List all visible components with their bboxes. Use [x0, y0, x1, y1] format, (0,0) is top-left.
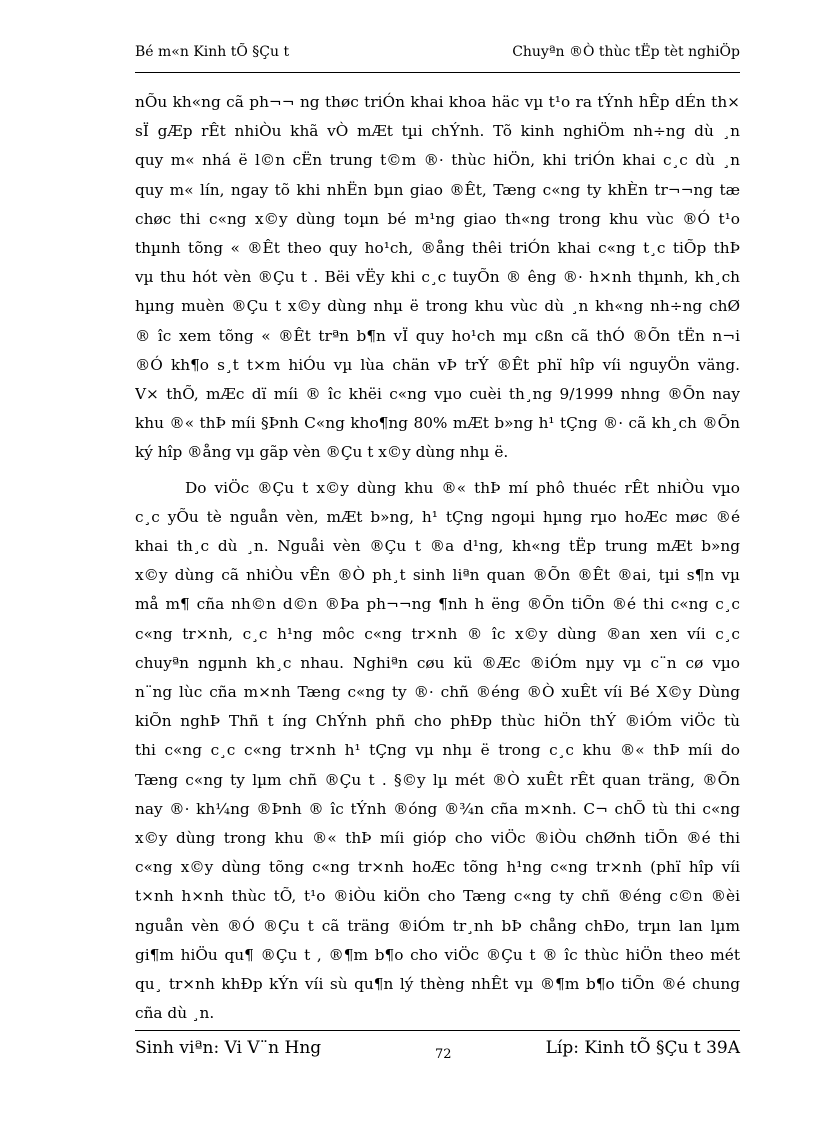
text-line: gi¶m hiÖu qu¶ ®Çu t , ®¶m b¶o cho viÖc ®Çu t ® îc thùc hiÖn theo mét — [135, 945, 740, 964]
text-line: nÕu kh«ng cã ph¬¬ ng thøc triÓn khai khoa häc vµ t¹o ra tÝnh hÊp dÉn th× — [135, 93, 740, 111]
header-department: Bé m«n Kinh tÕ §Çu t — [135, 44, 290, 60]
text-line: V× thÕ, mÆc dï míi ® îc khëi c«ng vµo cuèi th¸ng 9/1999 nhng ®Õn nay — [135, 385, 740, 404]
text-line: quy m« nhá ë l©n cËn trung t©m ®· thùc hiÖn, khi triÓn khai c¸c dù ¸n — [135, 151, 740, 170]
paragraph-1 — [135, 88, 740, 468]
page-number: 72 — [435, 1047, 452, 1062]
text-line: Tæng c«ng ty lµm chñ ®Çu t . §©y lµ mét ®Ò xuÊt rÊt quan träng, ®Õn — [135, 770, 740, 789]
page-header — [135, 44, 740, 73]
text-line: qu¸ tr×nh khÐp kÝn víi sù qu¶n lý thèng nhÊt vµ ®¶m b¶o tiÕn ®é chung — [135, 975, 740, 994]
text-line: t×nh h×nh thùc tÕ, t¹o ®iÒu kiÖn cho Tæng c«ng ty chñ ®éng c©n ®èi — [135, 887, 740, 906]
document-body — [135, 88, 740, 1029]
text-line: khu ®« thÞ míi §Þnh C«ng kho¶ng 80% mÆt b»ng h¹ tÇng ®· cã kh¸ch ®Õn — [135, 414, 740, 433]
text-line: quy m« lín, ngay tõ khi nhËn bµn giao ®Êt, Tæng c«ng ty khÈn tr¬¬ng tæ — [135, 180, 740, 199]
text-line: ký hîp ®ång vµ gãp vèn ®Çu t x©y dùng nhµ ë. — [135, 443, 509, 462]
text-line: thµnh tõng « ®Êt theo quy ho¹ch, ®ång thêi triÓn khai c«ng t¸c tiÕp thÞ — [135, 239, 740, 258]
page-footer — [135, 1030, 740, 1071]
text-line: hµng muèn ®Çu t x©y dùng nhµ ë trong khu vùc dù ¸n kh«ng nh÷ng chØ — [135, 297, 740, 316]
text-line: ®Ó kh¶o s¸t t×m hiÓu vµ lùa chän vÞ trÝ ®Êt phï hîp víi nguyÖn väng. — [135, 355, 740, 374]
text-line: må m¶ cña nh©n d©n ®Þa ph¬¬ng ¶nh h ëng ®Õn tiÕn ®é thi c«ng c¸c — [135, 595, 740, 614]
text-line: vµ thu hót vèn ®Çu t . Bëi vËy khi c¸c tuyÕn ® êng ®· h×nh thµnh, kh¸ch — [135, 268, 740, 287]
text-line: ® îc xem tõng « ®Êt trªn b¶n vÏ quy ho¹ch mµ cßn cã thÓ ®Õn tËn n¬i — [135, 326, 740, 345]
text-line: x©y dùng trong khu ®« thÞ míi gióp cho viÖc ®iÒu chØnh tiÕn ®é thi — [135, 829, 740, 848]
footer-class: Líp: Kinh tÕ §Çu t 39A — [545, 1038, 740, 1058]
text-line: khai th¸c dù ¸n. Nguåi vèn ®Çu t ®a d¹ng, kh«ng tËp trung mÆt b»ng — [135, 537, 740, 556]
text-line: n¨ng lùc cña m×nh Tæng c«ng ty ®· chñ ®éng ®Ò xuÊt víi Bé X©y Dùng — [135, 683, 740, 702]
text-line: nay ®· kh¼ng ®Þnh ® îc tÝnh ®óng ®¾n cña m×nh. C¬ chÕ tù thi c«ng — [135, 799, 740, 818]
text-line: c¸c yÕu tè nguån vèn, mÆt b»ng, h¹ tÇng ngoµi hµng rµo hoÆc møc ®é — [135, 507, 740, 526]
text-line: c«ng x©y dùng tõng c«ng tr×nh hoÆc tõng h¹ng c«ng tr×nh (phï hîp víi — [135, 858, 740, 877]
text-line: nguån vèn ®Ó ®Çu t cã träng ®iÓm tr¸nh bÞ chång chÐo, trµn lan lµm — [135, 916, 740, 935]
header-report-title: Chuyªn ®Ò thùc tËp tèt nghiÖp — [512, 44, 740, 60]
text-line: chøc thi c«ng x©y dùng toµn bé m¹ng giao th«ng trong khu vùc ®Ó t¹o — [135, 209, 740, 228]
paragraph-2 — [135, 474, 740, 1029]
text-line: x©y dùng cã nhiÒu vÊn ®Ò ph¸t sinh liªn quan ®Õn ®Êt ®ai, tµi s¶n vµ — [135, 566, 740, 585]
text-line: sÏ gÆp rÊt nhiÒu khã vÒ mÆt tµi chÝnh. Tõ kinh nghiÖm nh÷ng dù ¸n — [135, 122, 740, 141]
text-line: kiÕn nghÞ Thñ t íng ChÝnh phñ cho phÐp thùc hiÖn thÝ ®iÓm viÖc tù — [135, 712, 740, 731]
text-line: chuyªn ngµnh kh¸c nhau. Nghiªn cøu kü ®Æc ®iÓm nµy vµ c¨n cø vµo — [135, 653, 740, 672]
text-line: cña dù ¸n. — [135, 1004, 215, 1023]
footer-student-name: Sinh viªn: Vi V¨n Hng — [135, 1038, 322, 1058]
text-line: c«ng tr×nh, c¸c h¹ng môc c«ng tr×nh ® îc x©y dùng ®an xen víi c¸c — [135, 624, 740, 643]
text-line: thi c«ng c¸c c«ng tr×nh h¹ tÇng vµ nhµ ë trong c¸c khu ®« thÞ míi do — [135, 741, 740, 760]
text-line: Do viÖc ®Çu t x©y dùng khu ®« thÞ mí phô thuéc rÊt nhiÒu vµo — [185, 478, 740, 497]
